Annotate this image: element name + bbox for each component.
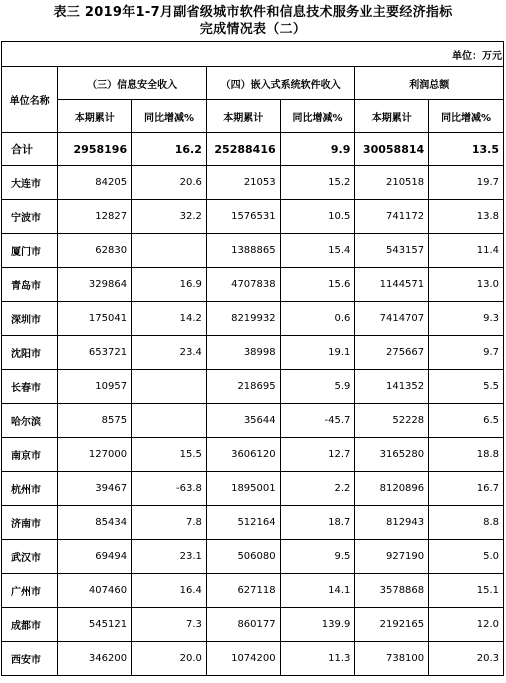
- cell-profit-ytd: 8120896: [355, 472, 429, 506]
- cell-embedded-ytd: 4707838: [206, 268, 280, 302]
- cell-embedded-yoy: 12.7: [280, 438, 355, 472]
- cell-profit-yoy: 5.0: [429, 540, 504, 574]
- cell-embedded-ytd: 627118: [206, 574, 280, 608]
- cell-security-ytd: 329864: [58, 268, 132, 302]
- cell-security-yoy: 20.0: [132, 642, 207, 676]
- cell-embedded-ytd: 21053: [206, 166, 280, 200]
- cell-embedded-ytd: 512164: [206, 506, 280, 540]
- cell-profit-ytd: 1144571: [355, 268, 429, 302]
- cell-embedded-yoy: 15.6: [280, 268, 355, 302]
- cell-security-yoy: 7.8: [132, 506, 207, 540]
- header-row-groups: [2, 67, 504, 100]
- cell-embedded-ytd: 506080: [206, 540, 280, 574]
- cell-profit-yoy: 19.7: [429, 166, 504, 200]
- cell-security-ytd: 407460: [58, 574, 132, 608]
- cell-profit-ytd: 210518: [355, 166, 429, 200]
- cell-embedded-yoy: 2.2: [280, 472, 355, 506]
- cell-embedded-ytd: 35644: [206, 404, 280, 438]
- cell-profit-yoy: 13.8: [429, 200, 504, 234]
- cell-security-yoy: 32.2: [132, 200, 207, 234]
- cell-embedded-yoy: -45.7: [280, 404, 355, 438]
- cell-embedded-ytd: 25288416: [206, 133, 280, 166]
- cell-profit-yoy: 15.1: [429, 574, 504, 608]
- header-group-embedded: （四）嵌入式系统软件收入: [206, 67, 355, 100]
- cell-profit-ytd: 741172: [355, 200, 429, 234]
- table-row: [2, 200, 504, 234]
- cell-profit-ytd: 7414707: [355, 302, 429, 336]
- cell-embedded-yoy: 15.4: [280, 234, 355, 268]
- table-row: [2, 302, 504, 336]
- cell-embedded-yoy: 9.5: [280, 540, 355, 574]
- cell-security-yoy: 16.4: [132, 574, 207, 608]
- header-yoy: 同比增减%: [132, 100, 207, 133]
- table-row: [2, 540, 504, 574]
- cell-embedded-ytd: 218695: [206, 370, 280, 404]
- table-row: [2, 642, 504, 676]
- title-line-1: 表三 2019年1-7月副省级城市软件和信息技术服务业主要经济指标: [53, 5, 453, 20]
- cell-security-yoy: 16.9: [132, 268, 207, 302]
- cell-profit-yoy: 13.5: [429, 133, 504, 166]
- cell-profit-ytd: 3578868: [355, 574, 429, 608]
- cell-security-ytd: 175041: [58, 302, 132, 336]
- table-row: [2, 268, 504, 302]
- table-row: [2, 472, 504, 506]
- unit-label: 单位：万元: [452, 51, 502, 62]
- cell-embedded-yoy: 19.1: [280, 336, 355, 370]
- cell-profit-yoy: 16.7: [429, 472, 504, 506]
- cell-security-yoy: 23.4: [132, 336, 207, 370]
- cell-embedded-ytd: 860177: [206, 608, 280, 642]
- cell-security-ytd: 84205: [58, 166, 132, 200]
- header-group-security: （三）信息安全收入: [58, 67, 207, 100]
- report-title: [0, 0, 506, 38]
- header-yoy: 同比增减%: [429, 100, 504, 133]
- cell-embedded-yoy: 9.9: [280, 133, 355, 166]
- row-name: 厦门市: [2, 234, 58, 268]
- cell-profit-yoy: 20.3: [429, 642, 504, 676]
- row-name: 哈尔滨: [2, 404, 58, 438]
- cell-profit-yoy: 11.4: [429, 234, 504, 268]
- cell-security-yoy: 23.1: [132, 540, 207, 574]
- cell-profit-ytd: 30058814: [355, 133, 429, 166]
- cell-embedded-ytd: 1388865: [206, 234, 280, 268]
- row-name: 合计: [2, 133, 58, 166]
- cell-embedded-ytd: 1576531: [206, 200, 280, 234]
- table-row: [2, 574, 504, 608]
- header-ytd: 本期累计: [206, 100, 280, 133]
- cell-embedded-yoy: 15.2: [280, 166, 355, 200]
- cell-security-yoy: 14.2: [132, 302, 207, 336]
- cell-embedded-yoy: 139.9: [280, 608, 355, 642]
- header-unit-name: 单位名称: [2, 67, 58, 133]
- table-row: [2, 438, 504, 472]
- cell-profit-ytd: 141352: [355, 370, 429, 404]
- cell-security-ytd: 12827: [58, 200, 132, 234]
- cell-security-ytd: 10957: [58, 370, 132, 404]
- cell-security-yoy: [132, 404, 207, 438]
- cell-profit-ytd: 927190: [355, 540, 429, 574]
- cell-profit-ytd: 52228: [355, 404, 429, 438]
- table-body: [2, 133, 504, 676]
- cell-security-ytd: 85434: [58, 506, 132, 540]
- cell-embedded-ytd: 38998: [206, 336, 280, 370]
- table-row: [2, 370, 504, 404]
- cell-profit-yoy: 8.8: [429, 506, 504, 540]
- cell-security-ytd: 545121: [58, 608, 132, 642]
- table-row: [2, 234, 504, 268]
- cell-security-yoy: -63.8: [132, 472, 207, 506]
- row-name: 杭州市: [2, 472, 58, 506]
- cell-profit-ytd: 738100: [355, 642, 429, 676]
- cell-security-yoy: [132, 234, 207, 268]
- cell-profit-ytd: 543157: [355, 234, 429, 268]
- row-name: 西安市: [2, 642, 58, 676]
- cell-profit-ytd: 812943: [355, 506, 429, 540]
- cell-profit-yoy: 18.8: [429, 438, 504, 472]
- cell-profit-yoy: 9.3: [429, 302, 504, 336]
- cell-embedded-yoy: 18.7: [280, 506, 355, 540]
- cell-profit-ytd: 3165280: [355, 438, 429, 472]
- cell-security-ytd: 127000: [58, 438, 132, 472]
- cell-security-ytd: 653721: [58, 336, 132, 370]
- row-name: 宁波市: [2, 200, 58, 234]
- cell-security-yoy: 15.5: [132, 438, 207, 472]
- header-row-subcolumns: [2, 100, 504, 133]
- cell-embedded-yoy: 5.9: [280, 370, 355, 404]
- row-name: 深圳市: [2, 302, 58, 336]
- cell-security-ytd: 62830: [58, 234, 132, 268]
- row-name: 武汉市: [2, 540, 58, 574]
- cell-profit-yoy: 12.0: [429, 608, 504, 642]
- cell-security-yoy: 16.2: [132, 133, 207, 166]
- cell-profit-ytd: 2192165: [355, 608, 429, 642]
- row-name: 大连市: [2, 166, 58, 200]
- cell-profit-yoy: 9.7: [429, 336, 504, 370]
- cell-security-ytd: 346200: [58, 642, 132, 676]
- table-row: [2, 336, 504, 370]
- cell-profit-yoy: 5.5: [429, 370, 504, 404]
- cell-embedded-yoy: 10.5: [280, 200, 355, 234]
- cell-security-ytd: 2958196: [58, 133, 132, 166]
- cell-embedded-yoy: 0.6: [280, 302, 355, 336]
- cell-embedded-yoy: 11.3: [280, 642, 355, 676]
- header-yoy: 同比增减%: [280, 100, 355, 133]
- row-name: 沈阳市: [2, 336, 58, 370]
- cell-profit-yoy: 6.5: [429, 404, 504, 438]
- cell-profit-yoy: 13.0: [429, 268, 504, 302]
- table-row: [2, 608, 504, 642]
- data-table: [1, 66, 504, 676]
- header-ytd: 本期累计: [58, 100, 132, 133]
- table-row: [2, 404, 504, 438]
- row-name: 南京市: [2, 438, 58, 472]
- cell-embedded-yoy: 14.1: [280, 574, 355, 608]
- cell-embedded-ytd: 1895001: [206, 472, 280, 506]
- table-row: [2, 506, 504, 540]
- header-group-profit: 利润总额: [355, 67, 504, 100]
- header-ytd: 本期累计: [355, 100, 429, 133]
- row-name: 广州市: [2, 574, 58, 608]
- table-row: [2, 166, 504, 200]
- title-line-2: 完成情况表（二）: [199, 22, 307, 37]
- cell-embedded-ytd: 8219932: [206, 302, 280, 336]
- cell-security-ytd: 39467: [58, 472, 132, 506]
- cell-security-yoy: 20.6: [132, 166, 207, 200]
- unit-row-frame: [1, 41, 504, 66]
- row-name: 长春市: [2, 370, 58, 404]
- cell-security-yoy: [132, 370, 207, 404]
- cell-embedded-ytd: 1074200: [206, 642, 280, 676]
- cell-security-ytd: 69494: [58, 540, 132, 574]
- cell-security-ytd: 8575: [58, 404, 132, 438]
- cell-profit-ytd: 275667: [355, 336, 429, 370]
- table-row-total: [2, 133, 504, 166]
- cell-embedded-ytd: 3606120: [206, 438, 280, 472]
- row-name: 青岛市: [2, 268, 58, 302]
- cell-security-yoy: 7.3: [132, 608, 207, 642]
- row-name: 济南市: [2, 506, 58, 540]
- row-name: 成都市: [2, 608, 58, 642]
